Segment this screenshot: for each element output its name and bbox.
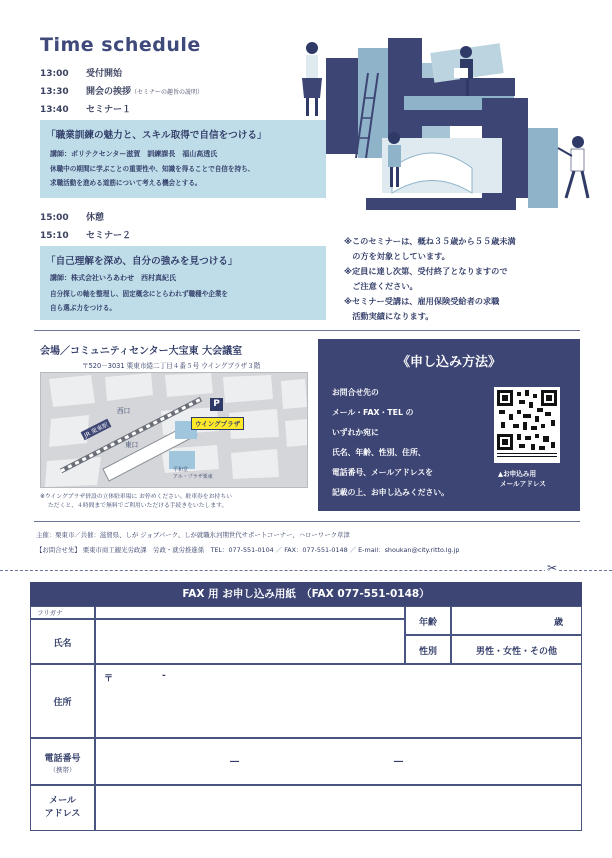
seminar2-box — [40, 246, 326, 320]
gender-options: 男性・女性・その他 — [475, 647, 557, 657]
qr-code-icon — [497, 390, 557, 460]
apply-line: お問合せ先の — [332, 388, 379, 397]
apply-title: 《申し込み方法》 — [396, 355, 501, 370]
schedule-row — [40, 66, 122, 79]
apply-line: 記載の上、お申し込みください。 — [332, 488, 449, 497]
parking-icon: P — [210, 398, 223, 411]
age-input[interactable] — [451, 606, 582, 635]
map-note-line: ただくと、４時間まで無料でご利用いただける手続きをいたします。 — [48, 503, 228, 509]
seminar1-heading: 「職業訓練の魅力と、スキル取得で自信をつける」 — [46, 130, 267, 141]
seminar1-desc-line: 求職活動を進める道筋について考える機会とする。 — [50, 179, 202, 187]
station-east-label: 東口 — [125, 441, 139, 449]
note-line: ※セミナー受講は、雇用保険受給者の求職 — [344, 296, 500, 306]
name-input[interactable] — [95, 619, 405, 664]
apply-line: メール・FAX・TEL の — [332, 408, 414, 417]
books-illustration — [282, 18, 607, 218]
form-furigana-cell — [30, 606, 95, 619]
schedule-label: 開会の挨拶 — [86, 87, 132, 97]
schedule-row — [40, 102, 131, 115]
furigana-label: フリガナ — [37, 609, 63, 617]
note-line: ※定員に達し次第、受付終了となりますので — [344, 266, 508, 276]
apply-line: 電話番号、メールアドレスを — [332, 468, 433, 477]
cut-line — [0, 570, 612, 571]
map-note-line: ※ウイングプラザ併設の立体駐車場に お停めください。駐車券をお持ちい — [40, 494, 232, 500]
venue-address: 〒520－3031 栗東市綣二丁目４番５号 ウイングプラザ３階 — [82, 362, 261, 370]
form-address-cell — [30, 664, 95, 738]
postal-dash: - — [162, 671, 166, 681]
phone-label: 電話番号 — [44, 754, 81, 764]
schedule-time: 15:10 — [40, 231, 69, 241]
person-standing-left — [302, 42, 322, 116]
form-age-cell — [405, 606, 451, 635]
note-line: ※このセミナーは、概ね３５歳から５５歳未満 — [344, 236, 516, 246]
schedule-time: 13:00 — [40, 69, 69, 79]
seminar1-box — [40, 120, 326, 198]
scissors-icon: ✂ — [547, 561, 558, 575]
map-note — [40, 493, 232, 511]
gender-select[interactable] — [451, 635, 582, 664]
book-stack-illustration — [326, 38, 558, 210]
form-name-cell — [30, 619, 95, 664]
seminar1-lecturer: 講師：ポリテクセンター滋賀 訓練課長 福山高透氏 — [50, 150, 218, 158]
page-title: Time schedule — [40, 34, 201, 56]
note-line: の方を対象としています。 — [344, 251, 450, 261]
phone-dash: ― — [230, 757, 239, 767]
schedule-label: 休憩 — [86, 213, 105, 223]
seminar2-heading: 「自己理解を深め、自分の強みを見つける」 — [46, 256, 238, 267]
form-gender-cell — [405, 635, 451, 664]
rail-label: JR 栗東駅 — [81, 419, 112, 441]
divider — [34, 521, 580, 522]
form-phone-cell — [30, 738, 95, 785]
schedule-time: 13:40 — [40, 105, 69, 115]
age-label: 年齢 — [418, 618, 437, 628]
apply-line: 氏名、年齢、性別、住所、 — [332, 448, 426, 457]
furigana-input[interactable] — [95, 606, 405, 619]
schedule-row — [40, 228, 131, 241]
address-label: 住所 — [53, 698, 72, 708]
phone-sub-label: （携帯） — [49, 766, 76, 774]
qr-caption-line: メールアドレス — [500, 480, 546, 488]
schedule-row — [40, 210, 104, 223]
building-label: ウイングプラザ — [191, 417, 244, 430]
age-unit: 歳 — [553, 618, 563, 628]
schedule-time: 15:00 — [40, 213, 69, 223]
address-input[interactable] — [95, 664, 582, 738]
park-label: 平和堂 アル・プラザ栗東 — [173, 467, 213, 480]
phone-dash: ― — [394, 757, 403, 767]
schedule-time: 13:30 — [40, 87, 69, 97]
gender-label: 性別 — [418, 647, 437, 657]
note-line: 活動実績になります。 — [344, 311, 434, 321]
email-label: メール アドレス — [44, 796, 81, 819]
phone-input[interactable] — [95, 738, 582, 785]
note-line: ご注意ください。 — [344, 281, 418, 291]
schedule-row — [40, 84, 203, 97]
form-email-cell — [30, 785, 95, 831]
venue-map[interactable] — [40, 372, 308, 488]
fax-form-header: FAX 用 お申し込み用紙 （FAX 077-551-0148） — [30, 582, 582, 606]
schedule-label: セミナー２ — [86, 231, 132, 241]
seminar2-desc-line: 自分探しの軸を整理し、固定概念にとらわれず職種や企業を — [50, 290, 229, 298]
qr-caption — [498, 469, 546, 489]
venue-title: 会場／コミュニティセンター大宝東 大会議室 — [40, 346, 243, 357]
seminar2-desc-line: 自ら選ぶ力をつける。 — [50, 304, 116, 312]
notes — [344, 234, 516, 324]
apply-instructions — [332, 383, 449, 503]
station-west-label: 西口 — [117, 407, 131, 415]
name-label: 氏名 — [53, 639, 72, 649]
apply-box — [318, 339, 580, 511]
divider — [34, 330, 580, 331]
footer-contact: 【お問合せ先】 栗東市商工観光労政課 労政・就労推進係 TEL：077-551-0104 ／ FAX：077-551-0148 ／ E-mail：shoukan@city.ritto.lg.jp — [36, 546, 460, 554]
footer-host: 主催：栗東市／共催：滋賀県、しが ジョブパーク、しが就職氷河期世代サポートコーナー、ハローワーク草津 — [36, 531, 350, 539]
qr-code[interactable] — [494, 387, 560, 463]
email-input[interactable] — [95, 785, 582, 831]
schedule-label: セミナー１ — [86, 105, 132, 115]
postal-mark: 〒 — [104, 674, 114, 684]
schedule-note: （セミナーの趣旨の説明） — [131, 89, 204, 96]
person-pushing-right — [558, 136, 588, 198]
schedule-label: 受付開始 — [86, 69, 123, 79]
seminar1-desc-line: 休職中の期間に学ぶことの重要性や、知識を得ることで自信を持ち、 — [50, 165, 255, 173]
qr-caption-line: ▲お申込み用 — [498, 470, 537, 478]
seminar2-lecturer: 講師：株式会社いろあわせ 西村真紀氏 — [50, 274, 176, 282]
apply-line: いずれか宛に — [332, 428, 379, 437]
